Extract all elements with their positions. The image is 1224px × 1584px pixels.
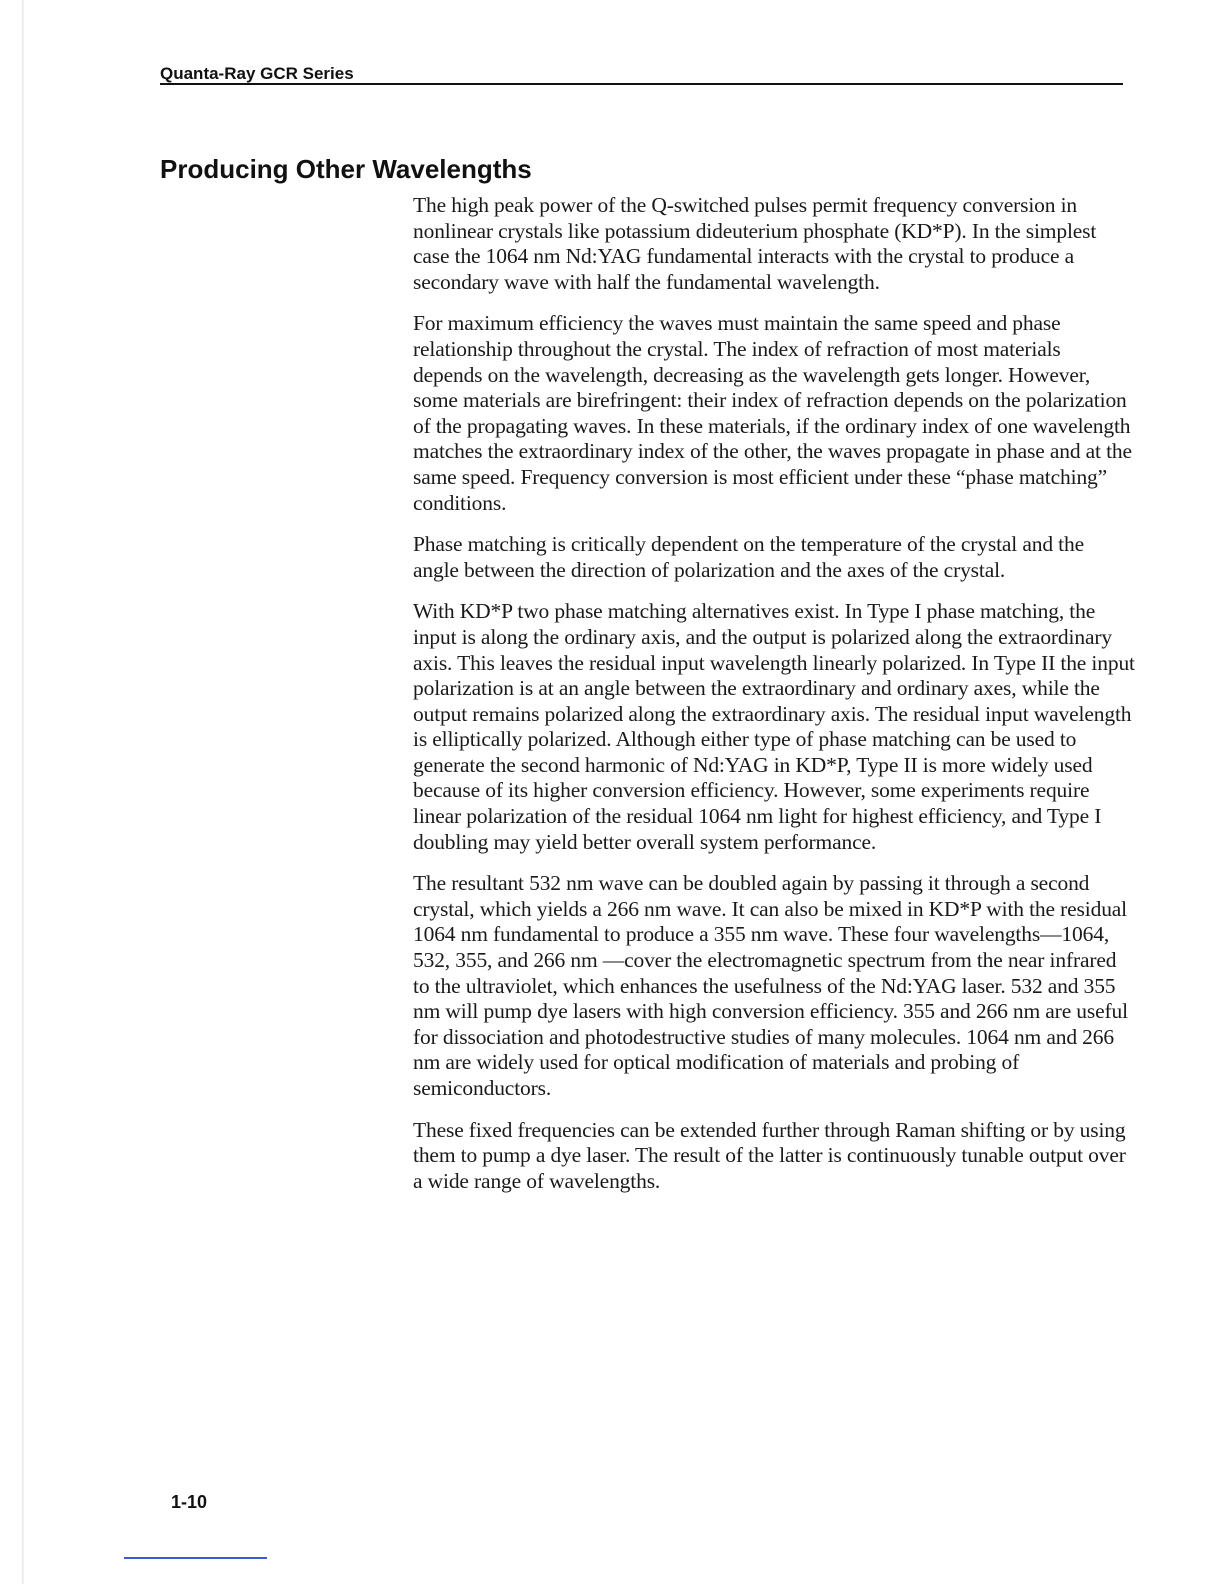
running-header: Quanta-Ray GCR Series	[160, 64, 354, 83]
paragraph-raman-dye: These fixed frequencies can be extended further through Raman shifting or by using them to pump a dye laser. The result of the latter is continuously tunable output over a wide range of wavelengths.	[413, 1117, 1126, 1193]
paragraph-harmonics: The resultant 532 nm wave can be doubled again by passing it through a second crystal, which yields a 266 nm wave. It can also be mixed in KD*P with the residual 1064 nm fundamental to produce a 355 nm wave. These four wavelengths—1064, 532, 355, and 266 nm —cover the electromagnetic spectrum from the near infrared to the ultraviolet, which enhances the usefulness of the Nd:YAG laser. 532 and 355 nm will pump dye lasers with high conversion efficiency. 355 and 266 nm are useful for dissociation and photodestructive studies of many molecules. 1064 nm and 266 nm are widely used for optical modification of materials and probing of semiconductors.	[413, 871, 1128, 1100]
page-scan-edge	[22, 0, 24, 1584]
paragraph-birefringence: For maximum efficiency the waves must maintain the same speed and phase relationship throughout the crystal. The index of refraction of most materials depends on the wavelength, decreasing as the wavelength gets longer. However, some materials are birefringent: their index of refraction depends on the polarization of the propagating waves. In these materials, if the ordinary index of one wavelength matches the extraordinary index of the other, the waves propagate in phase and at the same speed. Frequency conversion is most efficient under these “phase matching” conditions.	[413, 311, 1132, 515]
paragraph-phase-matching: Phase matching is critically dependent on the temperature of the crystal and the angle between the direction of polarization and the axes of the crystal.	[413, 532, 1084, 582]
header-rule	[160, 83, 1123, 85]
bottom-underline	[124, 1557, 267, 1559]
paragraph-frequency-conversion: The high peak power of the Q-switched pulses permit frequency conversion in nonlinear crystals like potassium dideuterium phosphate (KD*P). In the simplest case the 1064 nm Nd:YAG fundamental interacts with the crystal to produce a secondary wave with half the fundamental wavelength.	[413, 193, 1097, 294]
paragraph-type-i-ii: With KD*P two phase matching alternatives exist. In Type I phase matching, the input is along the ordinary axis, and the output is polarized along the extraordinary axis. This leaves the residual input wavelength linearly polarized. In Type II the input polarization is at an angle between the extraordinary and ordinary axes, while the output remains polarized along the extraordinary axis. The residual input wavelength is elliptically polarized. Although either type of phase matching can be used to generate the second harmonic of Nd:YAG in KD*P, Type II is more widely used because of its higher conversion efficiency. However, some experiments require linear polarization of the residual 1064 nm light for highest efficiency, and Type I doubling may yield better overall system performance.	[413, 599, 1135, 854]
section-title: Producing Other Wavelengths	[160, 154, 532, 184]
page-number: 1-10	[171, 1492, 208, 1512]
body-text	[413, 193, 1135, 1210]
